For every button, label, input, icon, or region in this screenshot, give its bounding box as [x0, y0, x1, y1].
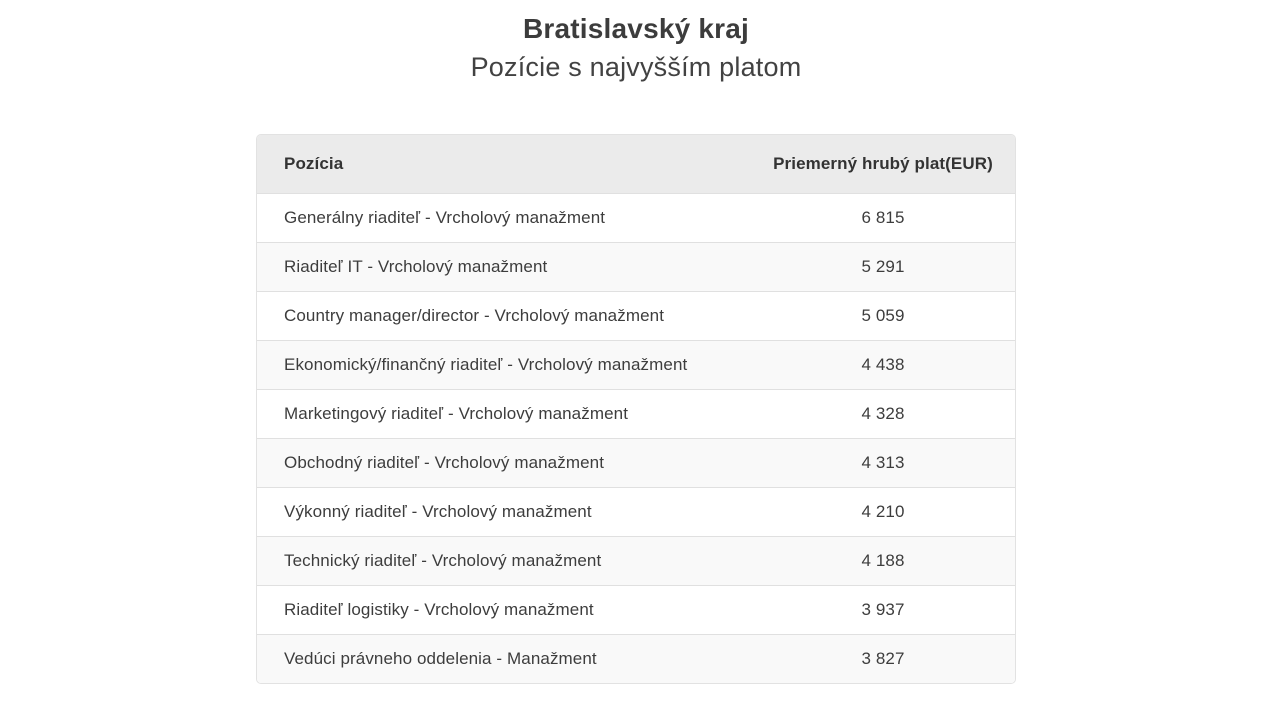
salary-cell: 4 313 [755, 438, 1015, 487]
page-heading [256, 9, 1016, 87]
table-row [257, 340, 1015, 389]
salary-cell: 3 827 [755, 634, 1015, 683]
salary-cell: 6 815 [755, 193, 1015, 242]
salary-cell: 4 328 [755, 389, 1015, 438]
header-row [257, 135, 1015, 193]
table-header [257, 135, 1015, 193]
position-cell: Marketingový riaditeľ - Vrcholový manažment [257, 389, 755, 438]
table-row [257, 634, 1015, 683]
salary-table-card [256, 134, 1016, 684]
position-cell: Generálny riaditeľ - Vrcholový manažment [257, 193, 755, 242]
column-header-position: Pozícia [257, 135, 755, 193]
position-cell: Riaditeľ IT - Vrcholový manažment [257, 242, 755, 291]
table-row [257, 585, 1015, 634]
position-cell: Obchodný riaditeľ - Vrcholový manažment [257, 438, 755, 487]
position-cell: Riaditeľ logistiky - Vrcholový manažment [257, 585, 755, 634]
salary-cell: 4 438 [755, 340, 1015, 389]
salary-cell: 5 059 [755, 291, 1015, 340]
table-row [257, 536, 1015, 585]
table-row [257, 487, 1015, 536]
salary-table [257, 135, 1015, 683]
table-row [257, 389, 1015, 438]
position-cell: Country manager/director - Vrcholový manažment [257, 291, 755, 340]
content-wrapper [256, 0, 1016, 684]
table-row [257, 242, 1015, 291]
table-row [257, 193, 1015, 242]
position-cell: Ekonomický/finančný riaditeľ - Vrcholový manažment [257, 340, 755, 389]
salary-cell: 3 937 [755, 585, 1015, 634]
salary-cell: 4 188 [755, 536, 1015, 585]
salary-cell: 5 291 [755, 242, 1015, 291]
table-row [257, 291, 1015, 340]
position-cell: Vedúci právneho oddelenia - Manažment [257, 634, 755, 683]
region-title: Bratislavský kraj [522, 13, 749, 44]
table-subtitle: Pozície s najvyšším platom [470, 52, 802, 82]
column-header-salary: Priemerný hrubý plat(EUR) [755, 135, 1015, 193]
position-cell: Výkonný riaditeľ - Vrcholový manažment [257, 487, 755, 536]
salary-cell: 4 210 [755, 487, 1015, 536]
table-row [257, 438, 1015, 487]
table-body [257, 193, 1015, 683]
position-cell: Technický riaditeľ - Vrcholový manažment [257, 536, 755, 585]
